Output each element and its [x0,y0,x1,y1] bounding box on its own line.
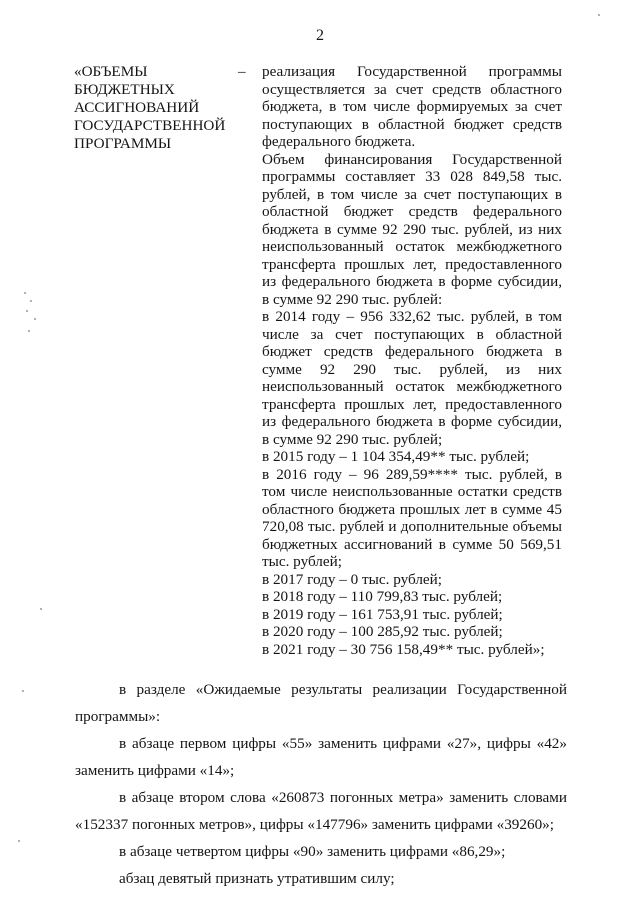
scan-speck [22,690,24,692]
section-paragraph: в 2015 году – 1 104 354,49** тыс. рублей; [262,448,530,465]
body-paragraph: абзац девятый признать утратившим силу; [119,870,395,887]
body-paragraph: в абзаце четвертом цифры «90» заменить цифрами «86,29»; [119,843,506,860]
section-paragraph: в 2017 году – 0 тыс. рублей; [262,570,443,588]
body-paragraph: в абзаце втором слова «260873 погонных метра» заменить словами «152337 погонных метров», цифры «147796» заменить цифрами «39260»; [75,789,567,833]
section-label-line: ГОСУДАРСТВЕННОЙ [74,117,226,134]
section-label-line: АССИГНОВАНИЙ [74,99,200,116]
scan-speck [28,330,30,332]
section-content [262,63,562,658]
section-paragraph: Объем финансирования Государственной программы составляет 33 028 849,58 тыс. рублей, в том числе за счет поступающих в областной бюджет средств федерального бюджета в сумме 92 290 тыс. рублей, из них неиспользованный остаток межбюджетного трансферта прошлых лет, предоставленного из федерального бюджета в форме субсидии, в сумме 92 290 тыс. рублей: [262,150,562,308]
section-paragraph: реализация Государственной программы осуществляется за счет средств областного бюджета, в том числе формируемых за счет поступающих в областной бюджет средств федерального бюджета. [262,63,562,150]
section-paragraph: в 2021 году – 30 756 158,49** тыс. рублей»; [262,640,545,658]
section-paragraph: в 2020 году – 100 285,92 тыс. рублей; [262,623,503,640]
body-paragraph: в разделе «Ожидаемые результаты реализации Государственной программы»: [75,681,567,725]
scan-speck [34,318,36,320]
section-label [74,63,239,153]
section-label-line: «ОБЪЕМЫ [74,63,148,80]
section-paragraph: в 2018 году – 110 799,83 тыс. рублей; [262,588,503,605]
scan-speck [40,608,42,610]
scan-speck [24,292,26,294]
page-number: 2 [316,27,324,44]
section-paragraph: в 2019 году – 161 753,91 тыс. рублей; [262,605,503,623]
body-text [75,676,567,892]
scan-speck [18,840,20,842]
scan-speck [598,14,600,16]
section-label-line: БЮДЖЕТНЫХ [74,81,175,98]
section-dash: – [238,63,246,80]
section-label-line: ПРОГРАММЫ [74,135,172,152]
body-paragraph: в абзаце первом цифры «55» заменить цифрами «27», цифры «42» заменить цифрами «14»; [75,735,567,779]
scan-speck [30,300,32,302]
section-paragraph: в 2016 году – 96 289,59**** тыс. рублей, в том числе неиспользованные остатки средств областного бюджета прошлых лет в сумме 45 720,08 тыс. рублей и дополнительные объемы бюджетных ассигнований в сумме 50 569,51 тыс. рублей; [262,465,562,570]
section-paragraph: в 2014 году – 956 332,62 тыс. рублей, в том числе за счет поступающих в областной бюджет средств федерального бюджета в сумме 92 290 тыс. рублей, из них неиспользованный остаток межбюджетного трансферта прошлых лет, предоставленного из федерального бюджета в форме субсидии, в сумме 92 290 тыс. рублей; [262,308,562,448]
scan-speck [26,310,28,312]
